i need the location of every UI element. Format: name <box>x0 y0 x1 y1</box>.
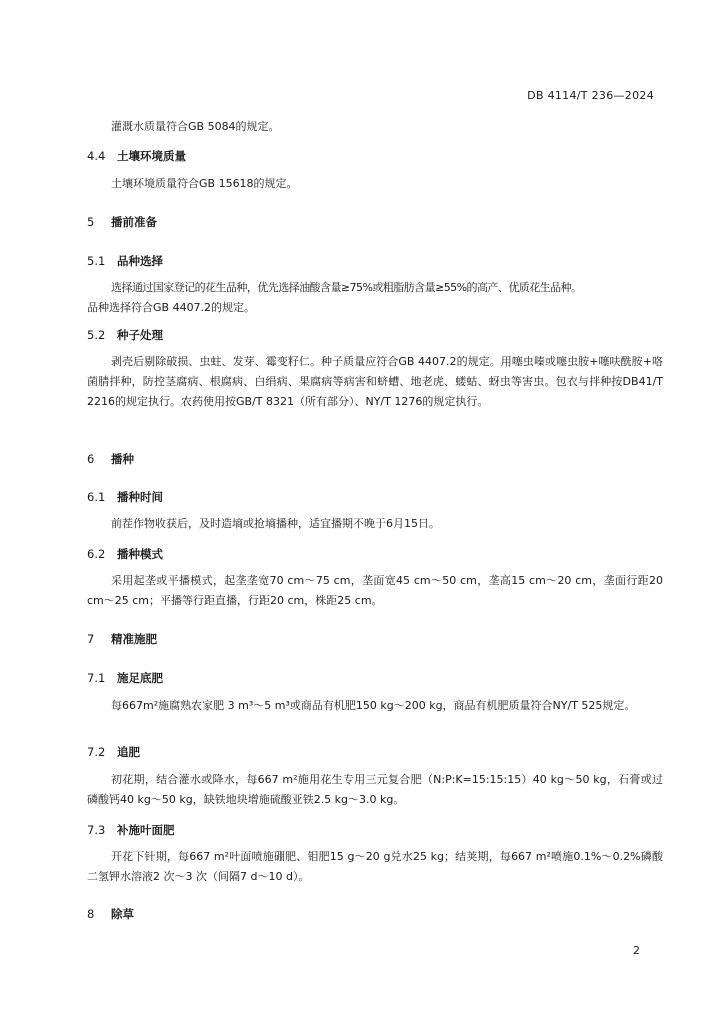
section-number: 6.2 <box>87 547 106 561</box>
section-title: 除草 <box>111 907 134 921</box>
section-title: 土壤环境质量 <box>117 149 186 163</box>
heading-5 <box>87 214 663 230</box>
base-fertilizer-paragraph: 每667m²施腐熟农家肥 3 m³～5 m³或商品有机肥150 kg～200 kg，商品有机肥质量符合NY/T 525规定。 <box>111 699 636 712</box>
heading-7-1 <box>87 670 663 686</box>
section-title: 精准施肥 <box>111 632 157 646</box>
section-number: 5.1 <box>87 254 106 268</box>
variety-paragraph: 选择通过国家登记的花生品种，优先选择油酸含量≥75%或粗脂肪含量≥55%的高产、优质花生品种。 <box>111 281 582 294</box>
section-number: 7.2 <box>87 745 106 759</box>
section-title: 品种选择 <box>117 254 163 268</box>
section-number: 5 <box>87 215 95 229</box>
section-title: 种子处理 <box>117 328 163 342</box>
section-title: 追肥 <box>117 745 140 759</box>
heading-6-2 <box>87 546 663 562</box>
topdressing-paragraph: 初花期，结合灌水或降水，每667 m²施用花生专用三元复合肥（N:P:K=15:15:15）40 kg～50 kg，石膏或过磷酸钙40 kg～50 kg，缺铁地块增施硫酸亚铁2.5 kg～3.0 kg。 <box>87 773 663 806</box>
heading-4-4 <box>87 148 663 164</box>
heading-5-2 <box>87 327 663 343</box>
section-number: 6 <box>87 452 95 466</box>
heading-8 <box>87 906 663 922</box>
section-title: 播前准备 <box>111 215 157 229</box>
doc-code: DB 4114/T 236—2024 <box>527 89 654 102</box>
page-number: 2 <box>633 944 640 957</box>
heading-7-3 <box>87 822 663 838</box>
section-title: 播种 <box>111 452 134 466</box>
section-number: 7.3 <box>87 823 106 837</box>
section-number: 5.2 <box>87 328 106 342</box>
heading-6-1 <box>87 489 663 505</box>
section-title: 播种模式 <box>117 547 163 561</box>
sowing-mode-paragraph: 采用起垄或平播模式，起垄垄宽70 cm～75 cm，垄面宽45 cm～50 cm，垄高15 cm～20 cm，垄面行距20 cm～25 cm；平播等行距直播，行距20 cm，株距25 cm。 <box>87 574 663 607</box>
section-number: 7.1 <box>87 671 106 685</box>
soil-paragraph: 土壤环境质量符合GB 15618的规定。 <box>111 177 298 190</box>
section-number: 8 <box>87 907 95 921</box>
heading-7 <box>87 631 663 647</box>
sowing-time-paragraph: 前茬作物收获后，及时造墒或抢墒播种，适宜播期不晚于6月15日。 <box>111 517 440 530</box>
foliar-fertilizer-paragraph: 开花下针期，每667 m²叶面喷施硼肥、钼肥15 g～20 g兑水25 kg；结荚期，每667 m²喷施0.1%～0.2%磷酸二氢钾水溶液2 次～3 次（间隔7 d～10 d）。 <box>87 850 663 883</box>
heading-6 <box>87 451 663 467</box>
variety-paragraph-2: 品种选择符合GB 4407.2的规定。 <box>87 301 256 314</box>
section-number: 4.4 <box>87 149 106 163</box>
section-title: 播种时间 <box>117 490 163 504</box>
section-title: 补施叶面肥 <box>117 823 175 837</box>
section-title: 施足底肥 <box>117 671 163 685</box>
heading-5-1 <box>87 253 663 269</box>
irrigation-paragraph: 灌溉水质量符合GB 5084的规定。 <box>111 120 280 133</box>
section-number: 7 <box>87 632 95 646</box>
section-number: 6.1 <box>87 490 106 504</box>
heading-7-2 <box>87 744 663 760</box>
seed-treatment-paragraph: 剥壳后剔除破损、虫蛀、发芽、霉变籽仁。种子质量应符合GB 4407.2的规定。用噻虫嗪或噻虫胺+噻呋酰胺+咯菌腈拌种，防控茎腐病、根腐病、白绢病、果腐病等病害和蛴螬、地老虎、蝼蛄、蚜虫等害虫。包衣与拌种按DB41/T 2216的规定执行。农药使用按GB/T 8321（所有部分）、NY/T 1276的规定执行。 <box>87 355 663 408</box>
